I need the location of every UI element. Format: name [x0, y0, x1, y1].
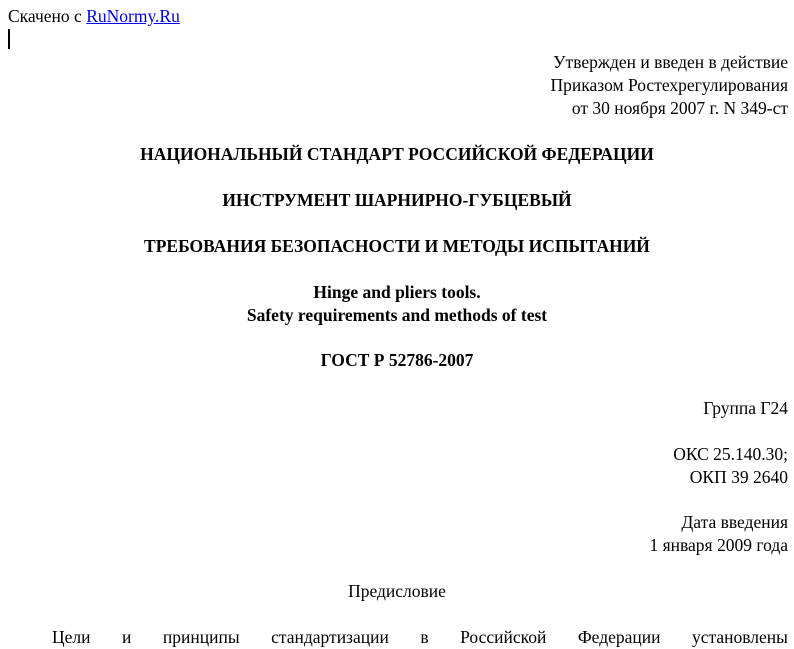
english-title [0, 281, 794, 327]
paragraph-word: установлены [692, 627, 788, 647]
approval-line-3: от 30 ноября 2007 г. N 349-ст [571, 98, 788, 118]
source-prefix: Скачено с [8, 6, 87, 26]
approval-line-2: Приказом Ростехрегулирования [550, 75, 788, 95]
instrument-title: ИНСТРУМЕНТ ШАРНИРНО-ГУБЦЕВЫЙ [222, 190, 572, 210]
group-code: Группа Г24 [703, 398, 788, 418]
foreword-heading: Предисловие [348, 581, 446, 601]
okp-code: ОКП 39 2640 [689, 467, 788, 487]
gost-number: ГОСТ Р 52786-2007 [320, 350, 474, 370]
paragraph-word: принципы [162, 627, 240, 647]
english-title-line-1: Hinge and pliers tools. [313, 282, 481, 302]
paragraph-word: в [420, 627, 429, 647]
effective-date-value: 1 января 2009 года [649, 535, 788, 555]
effective-date [649, 511, 788, 557]
paragraph-word: Российской [460, 627, 547, 647]
source-line [8, 5, 180, 28]
text-cursor [8, 29, 10, 49]
paragraph-word: Федерации [577, 627, 661, 647]
requirements-title: ТРЕБОВАНИЯ БЕЗОПАСНОСТИ И МЕТОДЫ ИСПЫТАНИЙ [144, 236, 650, 256]
paragraph-word: и [122, 627, 132, 647]
runormy-link[interactable]: RuNormy.Ru [86, 6, 180, 26]
effective-date-label: Дата введения [681, 512, 788, 532]
oks-code: ОКС 25.140.30; [673, 444, 788, 464]
classification-codes [673, 443, 788, 489]
national-standard-heading: НАЦИОНАЛЬНЫЙ СТАНДАРТ РОССИЙСКОЙ ФЕДЕРАЦИИ [140, 144, 654, 164]
paragraph-word: Цели [52, 627, 91, 647]
english-title-line-2: Safety requirements and methods of test [246, 305, 548, 325]
approval-line-1: Утвержден и введен в действие [553, 52, 788, 72]
approval-block [551, 51, 788, 120]
paragraph-word: стандартизации [271, 627, 389, 647]
